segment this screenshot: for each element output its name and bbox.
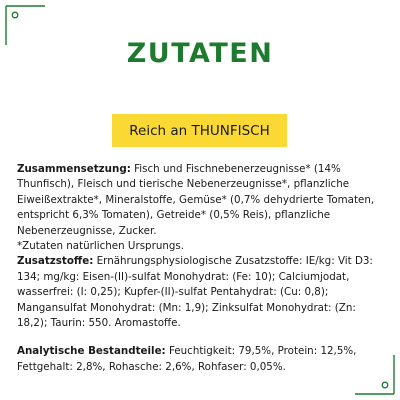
additives-text: Ernährungsphysiologische Zusatzstoffe: IE/kg: Vit D3: 134; mg/kg: Eisen-(II)-sulfat Monohydrat: (Fe: 10); Calciumjodat, wasserfrei: (I: 0,25); Kupfer-(II)-sulfat Pentahydrat: (Cu: 0,8); Mangansulfat Monohydrat: (Mn: 1,9); Zinksulfat Monohydrat: (Zn: 18,2); Taurin: 550. Aromastoffe. [17,255,373,330]
analytical-label: Analytische Bestandteile: [17,345,166,358]
natural-origin-note: *Zutaten natürlichen Ursprungs. [17,240,185,253]
additives-paragraph [17,254,389,331]
additives-label: Zusatzstoffe: [17,255,94,268]
composition-text: Fisch und Fischnebenerzeugnisse* (14% Thunfisch), Fleisch und tierische Nebenerzeugnisse*, pflanzliche Eiweißextrakte*, Mineralstoffe, Gemüse* (0,7% dehydrierte Tomaten, entspricht 6,3% Tomaten), Getreide* (0,5% Reis), pflanzliche Nebenerzeugnisse, Zucker. [17,163,375,237]
page-title: ZUTATEN [126,38,274,69]
composition-label: Zusammensetzung: [17,163,131,175]
badge-label: Reich an THUNFISCH [129,122,270,139]
ingredients-section [17,162,389,375]
composition-paragraph [17,162,389,239]
analytical-text: Feuchtigkeit: 79,5%, Protein: 12,5%, Fettgehalt: 2,8%, Rohasche: 2,6%, Rohfaser: 0,05%. [17,345,357,373]
section-spacer [17,331,389,344]
analytical-paragraph [17,344,389,375]
highlight-badge [112,114,287,147]
